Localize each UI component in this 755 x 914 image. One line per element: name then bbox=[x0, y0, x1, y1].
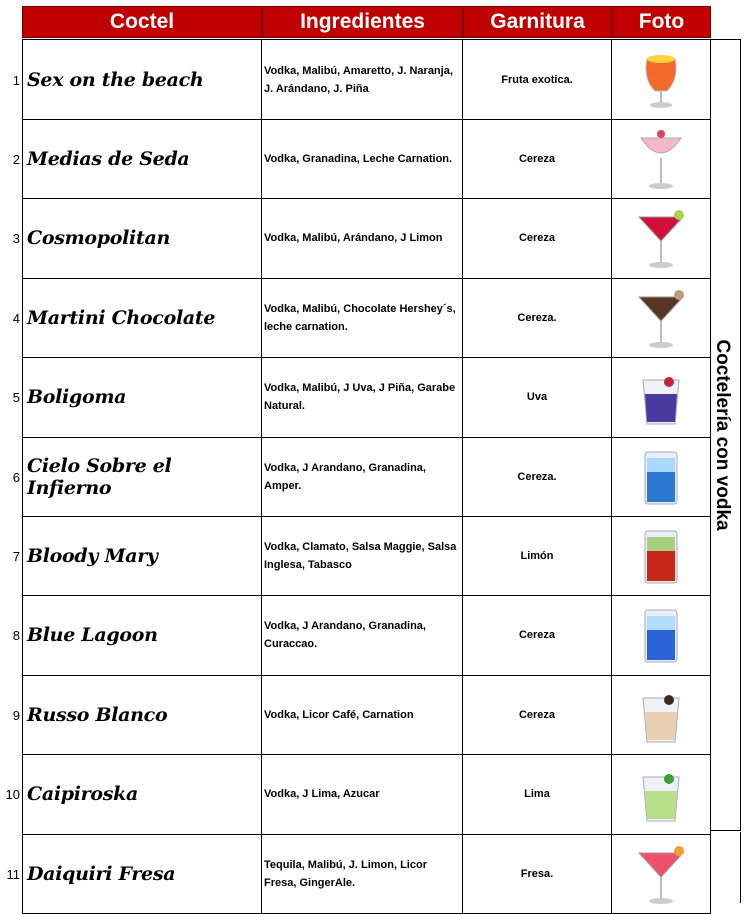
cocktail-name: Cielo Sobre el Infierno bbox=[22, 437, 262, 517]
cocktail-name: Daiquiri Fresa bbox=[22, 834, 262, 914]
cocktail-photo bbox=[612, 40, 711, 120]
cocktail-garnish: Cereza bbox=[463, 596, 612, 676]
table-row bbox=[0, 358, 713, 438]
cocktail-photo bbox=[612, 755, 711, 835]
cocktail-ingredients: Vodka, Malibú, Arándano, J Limon bbox=[262, 199, 463, 279]
cocktail-name: Martini Chocolate bbox=[22, 278, 262, 358]
highball-glass-icon bbox=[629, 442, 693, 512]
section-label: Coctelería con vodka bbox=[712, 339, 733, 531]
row-number: 9 bbox=[12, 707, 20, 723]
cocktail-name: Bloody Mary bbox=[22, 516, 262, 596]
table-row bbox=[0, 596, 713, 676]
cocktail-name: Boligoma bbox=[22, 358, 262, 438]
cocktail-name: Russo Blanco bbox=[22, 675, 262, 755]
cocktail-name: Medias de Seda bbox=[22, 119, 262, 199]
section-bracket-lower bbox=[711, 832, 741, 903]
header-coctel: Coctel bbox=[22, 6, 262, 38]
tumbler-glass-icon bbox=[629, 362, 693, 432]
table-row bbox=[0, 40, 713, 120]
cocktail-ingredients: Vodka, Licor Café, Carnation bbox=[262, 675, 463, 755]
cocktail-garnish: Cereza. bbox=[463, 437, 612, 517]
cocktail-ingredients: Vodka, J Arandano, Granadina, Curaccao. bbox=[262, 596, 463, 676]
row-number: 10 bbox=[5, 787, 20, 803]
table-row bbox=[0, 278, 713, 358]
row-number: 8 bbox=[12, 628, 20, 644]
highball-glass-icon bbox=[629, 521, 693, 591]
header-ingredientes: Ingredientes bbox=[262, 6, 463, 38]
cocktail-photo bbox=[612, 199, 711, 279]
table-row bbox=[0, 834, 713, 914]
cocktail-garnish: Cereza. bbox=[463, 278, 612, 358]
table-row bbox=[0, 119, 713, 199]
header-foto: Foto bbox=[612, 6, 711, 38]
cocktail-photo bbox=[612, 834, 711, 914]
cocktail-ingredients: Vodka, J Lima, Azucar bbox=[262, 755, 463, 835]
cocktail-garnish: Cereza bbox=[463, 199, 612, 279]
highball-glass-icon bbox=[629, 600, 693, 670]
row-number: 4 bbox=[12, 310, 20, 326]
martini-glass-icon bbox=[629, 283, 693, 353]
cocktail-ingredients: Vodka, Clamato, Salsa Maggie, Salsa Inglesa, Tabasco bbox=[262, 516, 463, 596]
row-number: 5 bbox=[12, 390, 20, 406]
cocktail-name: Sex on the beach bbox=[22, 40, 262, 120]
cocktail-name: Blue Lagoon bbox=[22, 596, 262, 676]
cocktail-ingredients: Vodka, J Arandano, Granadina, Amper. bbox=[262, 437, 463, 517]
table-row bbox=[0, 516, 713, 596]
cocktail-photo bbox=[612, 278, 711, 358]
cocktail-ingredients: Vodka, Granadina, Leche Carnation. bbox=[262, 119, 463, 199]
cocktail-name: Cosmopolitan bbox=[22, 199, 262, 279]
table-row bbox=[0, 755, 713, 835]
header-garnitura: Garnitura bbox=[463, 6, 612, 38]
row-number: 3 bbox=[12, 231, 20, 247]
cocktail-photo bbox=[612, 437, 711, 517]
row-number: 7 bbox=[12, 548, 20, 564]
cocktail-garnish: Limón bbox=[463, 516, 612, 596]
row-number: 1 bbox=[12, 72, 20, 88]
cocktail-ingredients: Tequila, Malibú, J. Limon, Licor Fresa, GingerAle. bbox=[262, 834, 463, 914]
cocktail-photo bbox=[612, 675, 711, 755]
tumbler-glass-icon bbox=[629, 759, 693, 829]
row-number: 6 bbox=[12, 469, 20, 485]
hurricane-glass-icon bbox=[629, 45, 693, 115]
margarita-glass-icon bbox=[629, 124, 693, 194]
cocktail-ingredients: Vodka, Malibú, Chocolate Hershey´s, leche carnation. bbox=[262, 278, 463, 358]
table-row bbox=[0, 675, 713, 755]
cocktail-garnish: Cereza bbox=[463, 119, 612, 199]
row-number: 11 bbox=[6, 866, 20, 882]
cocktail-garnish: Cereza bbox=[463, 675, 612, 755]
cocktail-name: Caipiroska bbox=[22, 755, 262, 835]
table-row bbox=[0, 437, 713, 517]
cocktail-ingredients: Vodka, Malibú, Amaretto, J. Naranja, J. Arándano, J. Piña bbox=[262, 40, 463, 120]
cocktail-ingredients: Vodka, Malibú, J Uva, J Piña, Garabe Natural. bbox=[262, 358, 463, 438]
cocktail-photo bbox=[612, 516, 711, 596]
tumbler-glass-icon bbox=[629, 680, 693, 750]
cocktail-garnish: Uva bbox=[463, 358, 612, 438]
martini-glass-icon bbox=[629, 203, 693, 273]
cocktail-garnish: Lima bbox=[463, 755, 612, 835]
cocktail-garnish: Fresa. bbox=[463, 834, 612, 914]
cocktail-garnish: Fruta exotica. bbox=[463, 40, 612, 120]
cocktail-photo bbox=[612, 596, 711, 676]
row-number: 2 bbox=[12, 151, 20, 167]
martini-glass-icon bbox=[629, 839, 693, 909]
table-row bbox=[0, 199, 713, 279]
cocktail-photo bbox=[612, 358, 711, 438]
cocktail-photo bbox=[612, 119, 711, 199]
